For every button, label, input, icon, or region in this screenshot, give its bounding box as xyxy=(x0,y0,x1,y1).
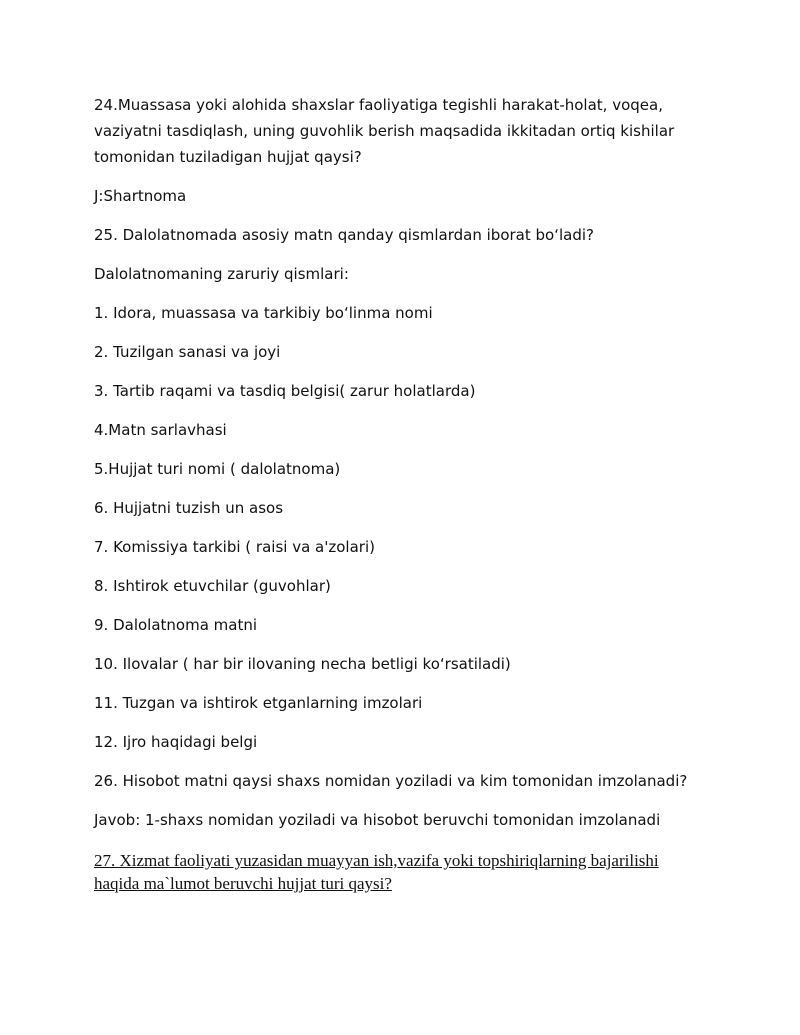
list-item: 7. Komissiya tarkibi ( raisi va a'zolari) xyxy=(94,538,375,556)
list-item: 6. Hujjatni tuzish un asos xyxy=(94,499,284,517)
question-24-line-1: 24.Muassasa yoki alohida shaxslar faoliyatiga tegishli harakat-holat, voqea, xyxy=(94,96,663,114)
question-25: 25. Dalolatnomada asosiy matn qanday qismlardan iborat bo‘ladi? xyxy=(94,226,594,244)
list-item: 10. Ilovalar ( har bir ilovaning necha betligi ko‘rsatiladi) xyxy=(94,655,511,673)
question-24-line-3: tomonidan tuziladigan hujjat qaysi? xyxy=(94,148,362,166)
question-26: 26. Hisobot matni qaysi shaxs nomidan yoziladi va kim tomonidan imzolanadi? xyxy=(94,772,688,790)
question-24-line-2: vaziyatni tasdiqlash, uning guvohlik berish maqsadida ikkitadan ortiq kishilar xyxy=(94,122,675,140)
list-item: 11. Tuzgan va ishtirok etganlarning imzolari xyxy=(94,694,423,712)
question-27 xyxy=(94,849,734,895)
list-item: 8. Ishtirok etuvchilar (guvohlar) xyxy=(94,577,331,595)
question-27-line-1: 27. Xizmat faoliyati yuzasidan muayyan ish,vazifa yoki topshiriqlarning bajarilishi xyxy=(94,851,659,870)
answer-26: Javob: 1-shaxs nomidan yoziladi va hisobot beruvchi tomonidan imzolanadi xyxy=(94,811,661,829)
list-item: 3. Tartib raqami va tasdiq belgisi( zarur holatlarda) xyxy=(94,382,476,400)
question-24 xyxy=(94,92,734,170)
list-item: 12. Ijro haqidagi belgi xyxy=(94,733,258,751)
answer-24: J:Shartnoma xyxy=(94,187,187,205)
question-25-intro: Dalolatnomaning zaruriy qismlari: xyxy=(94,265,349,283)
list-item: 1. Idora, muassasa va tarkibiy bo‘linma nomi xyxy=(94,304,433,322)
list-item: 5.Hujjat turi nomi ( dalolatnoma) xyxy=(94,460,341,478)
list-item: 9. Dalolatnoma matni xyxy=(94,616,258,634)
question-27-line-2: haqida ma`lumot beruvchi hujjat turi qaysi? xyxy=(94,874,392,893)
list-item: 2. Tuzilgan sanasi va joyi xyxy=(94,343,281,361)
list-item: 4.Matn sarlavhasi xyxy=(94,421,227,439)
document-body xyxy=(94,92,734,895)
